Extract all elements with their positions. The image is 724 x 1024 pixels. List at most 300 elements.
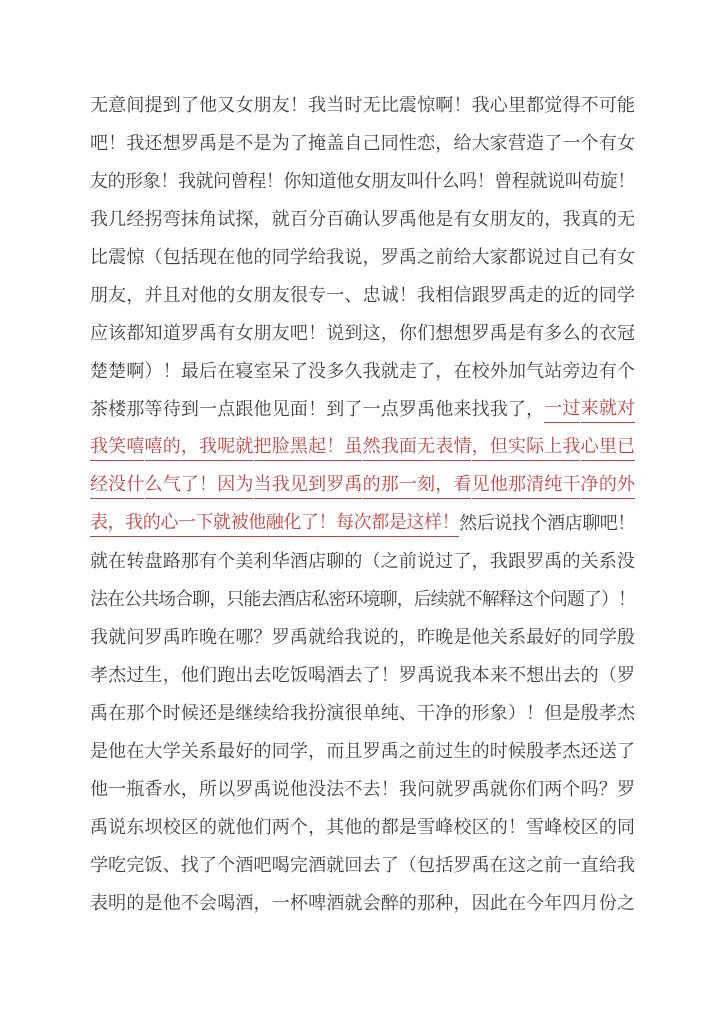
text-char: 区	[180, 817, 199, 838]
text-char: 道	[318, 171, 337, 192]
text-char: 我	[489, 551, 508, 572]
text-char: 场	[158, 589, 177, 610]
text-char: ，	[544, 209, 563, 230]
text-char: ，	[162, 665, 181, 686]
text-char: 跟	[507, 551, 526, 572]
highlighted-text-char: 上	[544, 432, 562, 461]
text-char: ！	[526, 703, 545, 724]
text-char: 楚	[108, 361, 127, 382]
text-char: 的	[362, 817, 381, 838]
highlighted-text-char: 么	[145, 470, 163, 499]
text-char: 在	[489, 855, 508, 876]
text-char: 了	[289, 133, 308, 154]
text-char: 问	[417, 779, 436, 800]
text-char: 找	[471, 399, 490, 420]
text-line	[90, 693, 635, 731]
text-char: 续	[253, 703, 272, 724]
text-char: 的	[580, 323, 599, 344]
text-char: ！	[308, 399, 327, 420]
text-char: 净	[435, 703, 454, 724]
text-char: 就	[271, 209, 290, 230]
text-char: 多	[326, 361, 345, 382]
text-char: ，	[180, 779, 199, 800]
text-char: 的	[598, 817, 617, 838]
text-char: 解	[481, 589, 500, 610]
text-char: 的	[253, 247, 272, 268]
text-char: 罗	[380, 209, 399, 230]
text-char: 你	[398, 323, 417, 344]
text-char: ，	[396, 589, 415, 610]
text-char: 友	[271, 285, 290, 306]
text-char: 坝	[144, 817, 163, 838]
text-char: 的	[217, 285, 236, 306]
text-char: 了	[583, 589, 602, 610]
text-char: 完	[126, 855, 145, 876]
text-char: 罗	[489, 285, 508, 306]
text-char: 同	[580, 627, 599, 648]
text-char: 罗	[180, 323, 199, 344]
text-char: 候	[180, 703, 199, 724]
text-char: 弯	[162, 209, 181, 230]
text-char: 问	[549, 589, 568, 610]
text-line	[90, 123, 635, 161]
text-char: 又	[217, 95, 236, 116]
text-char: 区	[580, 817, 599, 838]
highlighted-text-char: 我	[381, 432, 399, 461]
text-char: 叫	[564, 171, 583, 192]
text-char: 校	[471, 361, 490, 382]
highlighted-text-char: 他	[490, 470, 508, 499]
text-char: 后	[413, 589, 432, 610]
text-char: 性	[398, 133, 417, 154]
text-char: （	[144, 247, 163, 268]
highlighted-text-char: 纯	[544, 470, 562, 499]
text-char: ！	[265, 171, 284, 192]
highlighted-text-char: 的	[143, 508, 161, 537]
text-line	[90, 541, 635, 579]
text-char: 友	[90, 171, 108, 192]
text-char: 气	[526, 361, 545, 382]
text-char: 曾	[230, 171, 249, 192]
text-char: 禹	[489, 323, 508, 344]
text-char: ！	[617, 513, 636, 534]
text-char: 继	[235, 703, 254, 724]
text-char: 一	[562, 133, 581, 154]
text-char: 完	[289, 855, 308, 876]
text-char: 给	[453, 247, 472, 268]
text-char: 之	[380, 551, 399, 572]
text-char: 喝	[271, 855, 290, 876]
text-char: 比	[380, 95, 399, 116]
highlighted-text-char: 每	[336, 508, 354, 537]
text-line	[90, 769, 635, 807]
text-char: 们	[199, 665, 218, 686]
text-char: 几	[108, 209, 127, 230]
text-char: 出	[235, 665, 254, 686]
text-char: 罗	[526, 551, 545, 572]
text-char: 对	[180, 285, 199, 306]
text-char: 酒	[326, 893, 345, 914]
text-line	[90, 465, 635, 503]
text-char: 罗	[380, 247, 399, 268]
text-char: 雪	[526, 817, 545, 838]
highlighted-text-char: 都	[371, 508, 389, 537]
text-char: 前	[398, 551, 417, 572]
text-char: 在	[108, 703, 127, 724]
text-char: 同	[271, 247, 290, 268]
text-char: 的	[562, 551, 581, 572]
text-char: 了	[616, 741, 635, 762]
highlighted-text-char: 心	[581, 432, 599, 461]
text-char: 很	[289, 285, 308, 306]
text-char: 说	[526, 247, 545, 268]
highlighted-text-char: 面	[399, 432, 417, 461]
text-char: 罗	[398, 399, 417, 420]
text-char: 他	[180, 665, 199, 686]
text-char: 旁	[562, 361, 581, 382]
text-char: ，	[380, 323, 399, 344]
text-char: ！	[289, 95, 308, 116]
text-char: 去	[362, 855, 381, 876]
highlighted-text-char: 我	[125, 508, 143, 537]
text-char: 说	[435, 665, 454, 686]
text-char: 的	[580, 665, 599, 686]
text-char: 自	[344, 133, 363, 154]
text-char: 禹	[162, 627, 181, 648]
text-char: 点	[380, 399, 399, 420]
text-char: 不	[464, 589, 483, 610]
text-char: 店	[294, 589, 313, 610]
text-char: 就	[489, 779, 508, 800]
text-char: 校	[562, 817, 581, 838]
text-char: 有	[598, 133, 617, 154]
text-char: 那	[126, 399, 145, 420]
text-char: 了	[344, 399, 363, 420]
text-char: 殷	[580, 703, 599, 724]
text-char: 说	[417, 551, 436, 572]
text-char: ！	[308, 323, 327, 344]
text-char: 去	[344, 665, 363, 686]
text-char: 之	[417, 247, 436, 268]
text-char: 的	[580, 285, 599, 306]
highlighted-text-char: 见	[290, 470, 308, 499]
text-char: 惊	[126, 247, 145, 268]
text-char: 生	[144, 665, 163, 686]
text-char: 你	[283, 171, 302, 192]
text-char: 己	[362, 133, 381, 154]
highlighted-text-char: 虽	[344, 432, 362, 461]
text-char: 好	[544, 627, 563, 648]
highlighted-text-char: 把	[254, 432, 272, 461]
text-char: 、	[398, 703, 417, 724]
text-char: 昨	[417, 627, 436, 648]
text-char: 就	[344, 893, 363, 914]
text-char: ，	[435, 133, 454, 154]
text-char: 禹	[417, 665, 436, 686]
highlighted-text-char: 一	[178, 508, 196, 537]
text-char: 忠	[362, 285, 381, 306]
text-char: 了	[544, 133, 563, 154]
text-char: 么	[441, 171, 460, 192]
text-char: 程	[248, 171, 267, 192]
text-char: 的	[453, 703, 472, 724]
text-char: 诚	[380, 285, 399, 306]
text-char: 一	[271, 893, 290, 914]
text-char: ，	[126, 285, 145, 306]
text-char: 认	[362, 209, 381, 230]
text-char: 给	[453, 133, 472, 154]
text-char: 想	[435, 323, 454, 344]
highlighted-text-char: 笑	[108, 432, 126, 461]
text-char: 同	[616, 817, 635, 838]
text-char: 吗	[580, 779, 599, 800]
text-line	[90, 199, 635, 237]
text-char: ！	[476, 171, 495, 192]
highlighted-text-char: 了	[181, 470, 199, 499]
text-char: ，	[253, 209, 272, 230]
text-char: 在	[217, 627, 236, 648]
text-char: 罗	[180, 133, 199, 154]
text-char: 他	[90, 779, 108, 800]
text-char: 到	[326, 399, 345, 420]
text-char: 那	[126, 703, 145, 724]
text-line	[90, 617, 635, 655]
highlighted-text-char: 样	[424, 508, 442, 537]
text-char: 家	[489, 247, 508, 268]
text-char: 得	[562, 95, 581, 116]
text-char: 在	[107, 589, 126, 610]
text-char: 不	[235, 133, 254, 154]
text-char: 盘	[144, 551, 163, 572]
text-char: 瓶	[126, 779, 145, 800]
text-char: 边	[580, 361, 599, 382]
text-char: 这	[515, 589, 534, 610]
text-char: 私	[311, 589, 330, 610]
text-char: 罗	[235, 779, 254, 800]
text-char: 是	[398, 817, 417, 838]
text-char: 孝	[90, 665, 108, 686]
text-char: 同	[380, 133, 399, 154]
text-char: 他	[417, 209, 436, 230]
text-char: 共	[141, 589, 160, 610]
text-char: 友	[388, 171, 407, 192]
text-char: 禹	[507, 285, 526, 306]
text-char: 演	[326, 703, 345, 724]
text-char: 月	[580, 893, 599, 914]
highlighted-text-char: 心	[160, 508, 178, 537]
text-char: 我	[398, 779, 417, 800]
text-char: 明	[108, 893, 127, 914]
text-char: 点	[217, 399, 236, 420]
text-char: 聊	[326, 551, 345, 572]
text-char: （	[398, 855, 417, 876]
highlighted-text-char: 净	[581, 470, 599, 499]
text-char: 然	[459, 513, 478, 534]
text-char: 他	[162, 893, 181, 914]
text-char: 百	[289, 209, 308, 230]
text-char: 关	[180, 741, 199, 762]
text-char: 会	[199, 893, 218, 914]
text-char: 而	[326, 741, 345, 762]
text-char: 吧	[599, 513, 618, 534]
text-char: 女	[353, 171, 372, 192]
text-char: ！	[380, 779, 399, 800]
highlighted-text-char: 实	[508, 432, 526, 461]
text-char: 家	[489, 133, 508, 154]
text-char: 我	[289, 703, 308, 724]
text-char: 聊	[192, 589, 211, 610]
text-line	[90, 389, 635, 427]
highlighted-text-char: 表	[435, 432, 453, 461]
text-char: 酒	[547, 513, 566, 534]
highlighted-text-char: 我	[199, 432, 217, 461]
text-char: 无	[362, 95, 381, 116]
text-char: 是	[217, 133, 236, 154]
text-char: 关	[489, 627, 508, 648]
text-char: 们	[526, 779, 545, 800]
text-char: 没	[308, 361, 327, 382]
text-char: 我	[308, 95, 327, 116]
text-char: 酒	[308, 855, 327, 876]
text-char: 一	[326, 285, 345, 306]
text-char: 系	[507, 627, 526, 648]
text-char: 学	[616, 285, 635, 306]
text-char: 罗	[144, 627, 163, 648]
highlighted-text-char: 见	[472, 470, 490, 499]
highlighted-text-char: 次	[354, 508, 372, 537]
text-char: 聊	[379, 589, 398, 610]
highlighted-text-char: 这	[406, 508, 424, 537]
text-char: 说	[108, 817, 127, 838]
text-char: ，	[435, 361, 454, 382]
text-char: 前	[435, 247, 454, 268]
text-char: 过	[435, 551, 454, 572]
text-char: 个	[562, 779, 581, 800]
text-char: 四	[562, 893, 581, 914]
highlighted-text-char: 禹	[344, 470, 362, 499]
highlighted-text-char: 下	[195, 508, 213, 537]
text-char: （	[362, 551, 381, 572]
text-char: 等	[144, 399, 163, 420]
text-char: 年	[544, 893, 563, 914]
text-char: 华	[271, 551, 290, 572]
highlighted-text-char: 那	[508, 470, 526, 499]
text-char: 能	[243, 589, 262, 610]
text-char: 禹	[380, 741, 399, 762]
text-char: 罗	[616, 665, 635, 686]
text-char: 朋	[253, 323, 272, 344]
text-char: 店	[308, 551, 327, 572]
text-char: 的	[107, 171, 126, 192]
highlighted-text-char: ，	[181, 432, 199, 461]
text-char: 回	[344, 855, 363, 876]
text-char: 无	[616, 209, 635, 230]
text-char: 说	[326, 323, 345, 344]
text-char: 学	[289, 741, 308, 762]
text-char: 的	[544, 285, 563, 306]
text-char: 我	[362, 361, 381, 382]
text-char: 形	[125, 171, 144, 192]
text-char: 他	[289, 779, 308, 800]
highlighted-text-char: 化	[283, 508, 301, 537]
text-char: 了	[453, 551, 472, 572]
text-char: 还	[199, 703, 218, 724]
text-char: 震	[398, 95, 417, 116]
text-char: 分	[308, 209, 327, 230]
text-char: 公	[124, 589, 143, 610]
text-char: 候	[507, 741, 526, 762]
text-char: 探	[235, 209, 254, 230]
text-char: 昨	[180, 627, 199, 648]
text-char: 去	[253, 665, 272, 686]
text-char: 是	[144, 893, 163, 914]
text-char: 给	[271, 703, 290, 724]
text-line	[90, 85, 635, 123]
text-char: 禹	[289, 627, 308, 648]
text-char: 就	[108, 627, 127, 648]
text-char: 呆	[271, 361, 290, 382]
text-char: 抹	[180, 209, 199, 230]
text-char: 的	[398, 893, 417, 914]
text-line	[90, 579, 635, 617]
text-char: 晚	[435, 627, 454, 648]
text-char: 了	[507, 399, 526, 420]
text-char: 这	[507, 855, 526, 876]
highlighted-text-char: 黑	[290, 432, 308, 461]
text-char: 生	[453, 741, 472, 762]
text-char: 到	[344, 323, 363, 344]
text-char: 象	[489, 703, 508, 724]
text-char: 他	[199, 95, 218, 116]
text-char: ！	[617, 171, 636, 192]
text-char: 我	[90, 627, 108, 648]
text-char: 包	[162, 247, 181, 268]
highlighted-text-char: 我	[272, 470, 290, 499]
text-char: ）	[600, 589, 619, 610]
text-char: ，	[471, 551, 490, 572]
text-char: 现	[199, 247, 218, 268]
text-char: 释	[498, 589, 517, 610]
text-char: 在	[453, 361, 472, 382]
text-char: 是	[253, 133, 272, 154]
text-char: 就	[435, 779, 454, 800]
text-char: 想	[162, 133, 181, 154]
text-line	[90, 313, 635, 351]
text-char: ，	[253, 893, 272, 914]
text-char: 两	[271, 817, 290, 838]
text-char: 前	[544, 855, 563, 876]
text-char: 我	[90, 209, 108, 230]
text-char: 酒	[235, 893, 254, 914]
text-char: ！	[453, 95, 472, 116]
text-char: 他	[471, 627, 490, 648]
highlighted-text-char: 脸	[272, 432, 290, 461]
text-char: 比	[90, 247, 108, 268]
text-line	[90, 807, 635, 845]
text-char: 意	[108, 95, 127, 116]
text-char: 的	[471, 741, 490, 762]
highlighted-text-char: 一	[544, 394, 562, 423]
text-char: 禹	[199, 133, 218, 154]
text-char: 外	[489, 361, 508, 382]
text-char: 都	[380, 817, 399, 838]
text-char: 可	[598, 95, 617, 116]
text-char: 吗	[459, 171, 478, 192]
text-char: 去	[260, 589, 279, 610]
text-char: 一	[562, 855, 581, 876]
text-char: 罗	[271, 627, 290, 648]
text-char: 时	[344, 95, 363, 116]
